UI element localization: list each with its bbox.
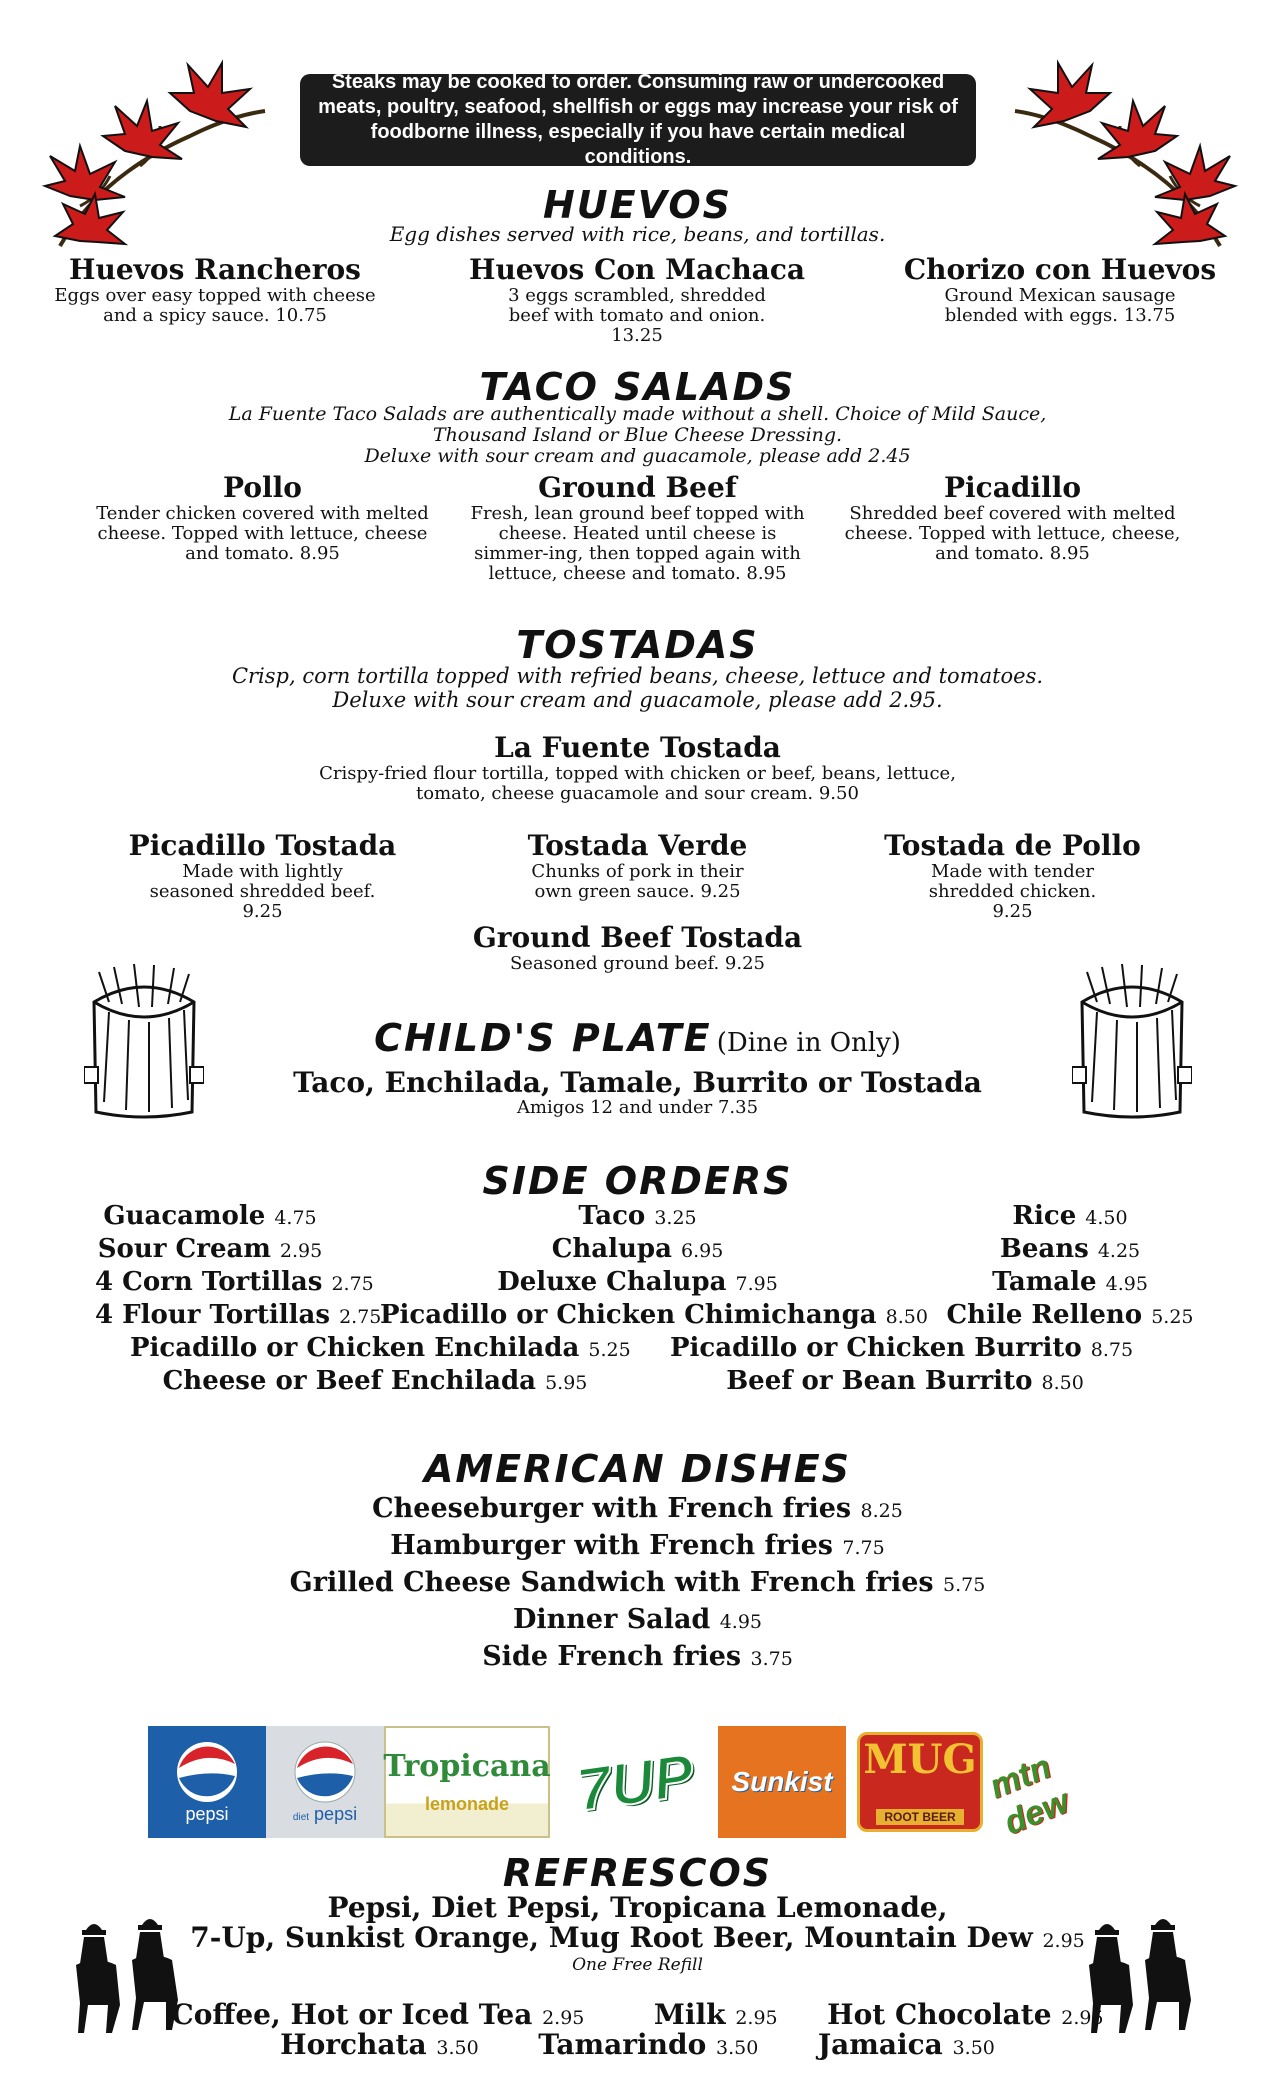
- taco-salad-item: [455, 472, 820, 584]
- item-name: La Fuente Tostada: [494, 731, 781, 764]
- side-item: [95, 1233, 325, 1268]
- item-name: Tostada de Pollo: [884, 829, 1141, 862]
- huevos-item: [30, 254, 400, 326]
- tostadas-subtitle: Crisp, corn tortilla topped with refried beans, cheese, lettuce and tomatoes.: [231, 664, 1044, 688]
- side-item: [670, 1332, 1134, 1367]
- american-dishes-heading: AMERICAN DISHES: [423, 1447, 852, 1491]
- food-safety-notice: Steaks may be cooked to order. Consuming raw or undercooked meats, poultry, seafood, shellfish or eggs may increase your risk of foodborne illness, especially if you have certain medical conditions.: [300, 74, 976, 166]
- item-desc: Made with tender shredded chicken. 9.25: [928, 861, 1097, 922]
- 7up-wordmark: 7UP: [573, 1740, 698, 1824]
- side-item: [940, 1299, 1200, 1334]
- childs-plate-section: [0, 1016, 1275, 1118]
- side-name: Taco: [578, 1201, 646, 1231]
- mug-root-beer-logo: [852, 1726, 988, 1838]
- huevos-subtitle: Egg dishes served with rice, beans, and tortillas.: [389, 222, 886, 246]
- tostadas-deluxe: Deluxe with sour cream and guacamole, please add 2.95.: [332, 688, 943, 712]
- item-desc: Ground Mexican sausage blended with eggs. 13.75: [944, 285, 1176, 326]
- tropicana-wordmark: Tropicana: [383, 1749, 551, 1784]
- taco-salad-item: [840, 472, 1185, 564]
- side-price: 2.75: [339, 1306, 382, 1328]
- pepsi-globe-icon: [293, 1740, 357, 1804]
- side-item: [95, 1200, 325, 1235]
- side-name: Chalupa: [551, 1234, 672, 1264]
- side-item: [95, 1299, 382, 1334]
- childs-plate-heading: CHILD'S PLATE: [374, 1016, 712, 1060]
- drink-name: Hot Chocolate: [827, 1998, 1052, 2031]
- pepsi-wordmark: pepsi: [185, 1803, 229, 1824]
- tropicana-sub: lemonade: [424, 1794, 510, 1814]
- side-name: 4 Corn Tortillas: [95, 1267, 323, 1297]
- side-item: [95, 1266, 374, 1301]
- side-item: [940, 1233, 1200, 1268]
- tostada-feature: [0, 732, 1275, 804]
- item-name: Side French fries: [482, 1641, 742, 1672]
- drink-name: Milk: [653, 1998, 726, 2031]
- side-price: 8.50: [1041, 1372, 1084, 1394]
- tropicana-logo: [384, 1726, 550, 1838]
- side-name: Picadillo or Chicken Burrito: [670, 1333, 1082, 1363]
- taco-salads-subtitle: Thousand Island or Blue Cheese Dressing.: [432, 424, 843, 446]
- side-price: 8.50: [885, 1306, 928, 1328]
- side-price: 5.25: [588, 1339, 631, 1361]
- item-desc: Eggs over easy topped with cheese and a spicy sauce. 10.75: [54, 285, 376, 326]
- side-price: 4.95: [1105, 1273, 1148, 1295]
- taco-salad-item: [90, 472, 435, 564]
- side-price: 8.75: [1090, 1339, 1134, 1361]
- side-name: Beef or Bean Burrito: [726, 1366, 1033, 1396]
- side-item: [475, 1266, 800, 1301]
- side-item: [160, 1365, 590, 1400]
- mtn-dew-wordmark: mtn dew: [984, 1747, 1075, 1843]
- diet-pepsi-wordmark: [293, 1804, 357, 1825]
- side-name: Sour Cream: [97, 1234, 271, 1264]
- side-name: Cheese or Beef Enchilada: [162, 1366, 536, 1396]
- side-name: Rice: [1012, 1201, 1077, 1231]
- item-price: 7.75: [842, 1537, 885, 1559]
- side-item: [380, 1299, 928, 1334]
- mug-sub: ROOT BEER: [876, 1809, 963, 1825]
- refrescos-heading: REFRESCOS: [502, 1851, 773, 1895]
- side-item: [475, 1233, 800, 1268]
- pepsi-label: pepsi: [314, 1803, 358, 1824]
- drink-name: Horchata: [280, 2028, 427, 2061]
- side-price: 4.50: [1085, 1207, 1128, 1229]
- drink-price: 3.50: [436, 2037, 479, 2059]
- drink-name: Jamaica: [817, 2028, 943, 2061]
- side-price: 5.25: [1151, 1306, 1194, 1328]
- tostada-item: [100, 830, 425, 922]
- item-name: Picadillo Tostada: [128, 829, 397, 862]
- mug-wordmark: MUG: [863, 1736, 977, 1783]
- childs-plate-note: (Dine in Only): [716, 1028, 901, 1058]
- american-item: [0, 1490, 1275, 1530]
- item-name: Hamburger with French fries: [390, 1530, 833, 1561]
- side-price: 5.95: [545, 1372, 588, 1394]
- item-name: Pollo: [223, 471, 302, 504]
- side-name: Guacamole: [103, 1201, 266, 1231]
- refrescos-line: Pepsi, Diet Pepsi, Tropicana Lemonade,: [327, 1891, 948, 1924]
- drink-price: 3.50: [716, 2037, 759, 2059]
- item-desc: 3 eggs scrambled, shredded beef with tomato and onion. 13.25: [508, 285, 766, 346]
- side-name: Chile Relleno: [946, 1300, 1143, 1330]
- soda-logos: [148, 1726, 1128, 1843]
- drink-price: 2.95: [735, 2007, 778, 2029]
- american-item: [0, 1638, 1275, 1678]
- drink-price: 2.95: [1061, 2007, 1104, 2029]
- childs-plate-items: Taco, Enchilada, Tamale, Burrito or Tostada: [293, 1066, 982, 1099]
- huevos-heading: HUEVOS: [542, 183, 733, 227]
- item-desc: Chunks of pork in their own green sauce. 9.25: [531, 861, 744, 902]
- refill-note: One Free Refill: [572, 1955, 703, 1975]
- item-price: 4.95: [719, 1611, 763, 1633]
- drink-item: [818, 2028, 995, 2061]
- side-name: Picadillo or Chicken Chimichanga: [380, 1300, 877, 1330]
- item-name: Cheeseburger with French fries: [372, 1493, 852, 1524]
- american-item: [0, 1564, 1275, 1604]
- side-price: 7.95: [735, 1273, 778, 1295]
- item-desc: Seasoned ground beef. 9.25: [509, 953, 766, 974]
- refrescos-line: [0, 1923, 1275, 1956]
- side-item: [940, 1266, 1200, 1301]
- tostadas-heading: TOSTADAS: [516, 623, 759, 667]
- drink-item: [827, 1998, 1103, 2031]
- side-name: Deluxe Chalupa: [497, 1267, 727, 1297]
- drink-name: Coffee, Hot or Iced Tea: [171, 1998, 533, 2031]
- side-item: [130, 1332, 631, 1367]
- item-desc: Tender chicken covered with melted cheese. Topped with lettuce, cheese and tomato. 8.95: [96, 503, 429, 564]
- side-price: 2.95: [279, 1240, 323, 1262]
- item-desc: Shredded beef covered with melted cheese. Topped with lettuce, cheese, and tomato. 8.95: [844, 503, 1181, 564]
- pepsi-logo: [148, 1726, 266, 1838]
- item-name: Huevos Con Machaca: [468, 253, 806, 286]
- 7up-logo: [558, 1726, 713, 1838]
- side-orders-heading: SIDE ORDERS: [482, 1159, 793, 1203]
- drink-price: 2.95: [542, 2007, 585, 2029]
- item-name: Dinner Salad: [512, 1604, 711, 1635]
- taco-salads-deluxe: Deluxe with sour cream and guacamole, please add 2.45: [364, 445, 911, 467]
- drink-item: [280, 2028, 479, 2061]
- drink-item: [654, 1998, 778, 2031]
- side-price: 6.95: [681, 1240, 724, 1262]
- mountain-dew-logo: [984, 1726, 1128, 1843]
- huevos-item: [452, 254, 822, 346]
- drink-name: Tamarindo: [538, 2028, 707, 2061]
- item-name: Ground Beef Tostada: [472, 921, 803, 954]
- item-name: Grilled Cheese Sandwich with French fries: [289, 1567, 934, 1598]
- mug-badge: [857, 1732, 983, 1832]
- item-desc: Crispy-fried flour tortilla, topped with chicken or beef, beans, lettuce, tomato, cheese guacamole and sour cream. 9.50: [319, 763, 956, 804]
- item-price: 3.75: [750, 1648, 793, 1670]
- item-desc: Fresh, lean ground beef topped with cheese. Heated until cheese is simmer-ing, then topped again with lettuce, cheese and tomato. 8.95: [470, 503, 805, 584]
- side-price: 3.25: [654, 1207, 697, 1229]
- drink-item: [538, 2028, 758, 2061]
- taco-salads-subtitle: La Fuente Taco Salads are authentically made without a shell. Choice of Mild Sauce,: [228, 403, 1047, 425]
- huevos-item: [880, 254, 1240, 326]
- refrescos-list: 7-Up, Sunkist Orange, Mug Root Beer, Mountain Dew: [190, 1921, 1033, 1954]
- drinks-row: [0, 2030, 1275, 2063]
- american-item: [0, 1601, 1275, 1641]
- item-name: Picadillo: [943, 471, 1082, 504]
- side-name: Beans: [999, 1234, 1089, 1264]
- side-price: 2.75: [331, 1273, 374, 1295]
- diet-pepsi-logo: [266, 1726, 384, 1838]
- side-item: [475, 1200, 800, 1235]
- side-price: 4.75: [274, 1207, 317, 1229]
- item-name: Huevos Rancheros: [69, 253, 361, 286]
- item-desc: Made with lightly seasoned shredded beef. 9.25: [149, 861, 376, 922]
- refrescos-price: 2.95: [1042, 1930, 1085, 1952]
- pepsi-globe-icon: [175, 1740, 239, 1804]
- item-name: Ground Beef: [538, 471, 737, 504]
- drink-item: [171, 1998, 584, 2031]
- sunkist-wordmark: Sunkist: [731, 1766, 833, 1797]
- american-item: [0, 1527, 1275, 1567]
- diet-label: diet: [292, 1811, 310, 1823]
- item-name: Tostada Verde: [527, 829, 748, 862]
- childs-plate-desc: Amigos 12 and under 7.35: [516, 1097, 759, 1118]
- tostada-item: [850, 830, 1175, 922]
- drink-price: 3.50: [952, 2037, 995, 2059]
- side-price: 4.25: [1097, 1240, 1141, 1262]
- sunkist-logo: [718, 1726, 846, 1838]
- side-item: [715, 1365, 1095, 1400]
- item-price: 8.25: [860, 1500, 903, 1522]
- side-item: [940, 1200, 1200, 1235]
- side-name: 4 Flour Tortillas: [95, 1300, 331, 1330]
- item-name: Chorizo con Huevos: [903, 253, 1217, 286]
- side-name: Tamale: [992, 1267, 1097, 1297]
- item-price: 5.75: [943, 1574, 986, 1596]
- side-name: Picadillo or Chicken Enchilada: [130, 1333, 580, 1363]
- tostada-item: [475, 830, 800, 902]
- taco-salads-heading: TACO SALADS: [479, 365, 796, 409]
